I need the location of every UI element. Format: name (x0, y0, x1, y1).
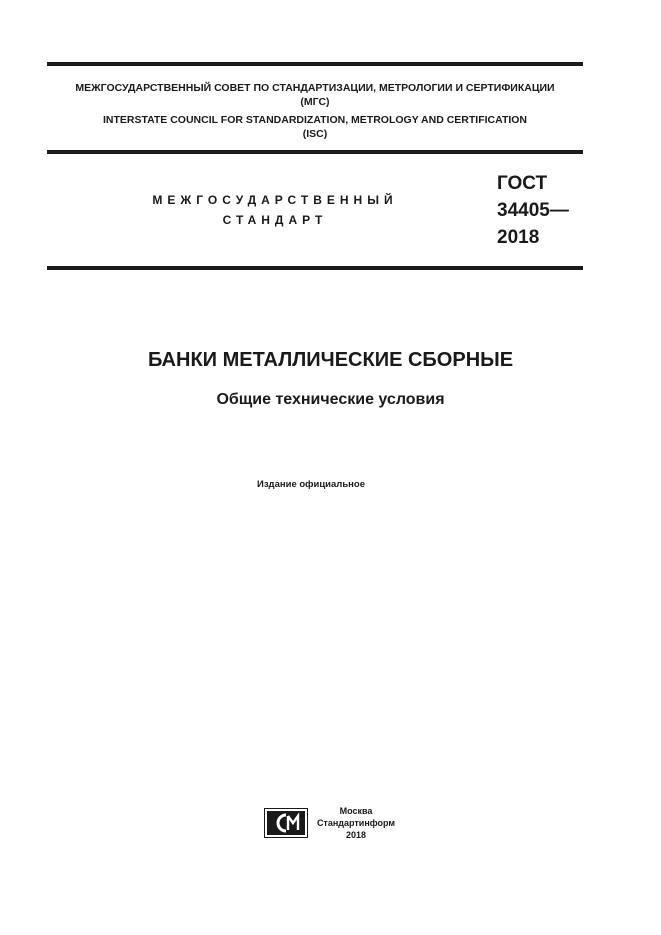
council-en-name: INTERSTATE COUNCIL FOR STANDARDIZATION, METROLOGY AND CERTIFICATION (102, 114, 528, 126)
council-en-abbr: (ISC) (302, 128, 328, 140)
designation-divider (47, 266, 583, 270)
standartinform-logo-icon (264, 808, 308, 838)
header-divider (47, 150, 583, 154)
publisher-block (312, 805, 400, 841)
standard-label-line1: МЕЖГОСУДАРСТВЕННЫЙ (152, 193, 398, 207)
gost-number: 34405— (497, 200, 569, 221)
gost-designation (497, 170, 569, 251)
publisher-city: Москва (339, 806, 373, 816)
document-subtitle: Общие технические условия (216, 391, 445, 408)
council-ru-abbr: (МГС) (300, 96, 330, 108)
publisher-name: Стандартинформ (316, 818, 396, 828)
publisher-year: 2018 (345, 830, 367, 840)
gost-year: 2018 (497, 227, 540, 248)
document-title: БАНКИ МЕТАЛЛИЧЕСКИЕ СБОРНЫЕ (147, 349, 514, 371)
council-ru-name: МЕЖГОСУДАРСТВЕННЫЙ СОВЕТ ПО СТАНДАРТИЗАЦИИ, МЕТРОЛОГИИ И СЕРТИФИКАЦИИ (75, 82, 555, 94)
top-divider (47, 62, 583, 66)
gost-prefix: ГОСТ (497, 173, 548, 194)
standard-label-line2: СТАНДАРТ (222, 213, 328, 227)
edition-note: Издание официальное (257, 479, 365, 490)
